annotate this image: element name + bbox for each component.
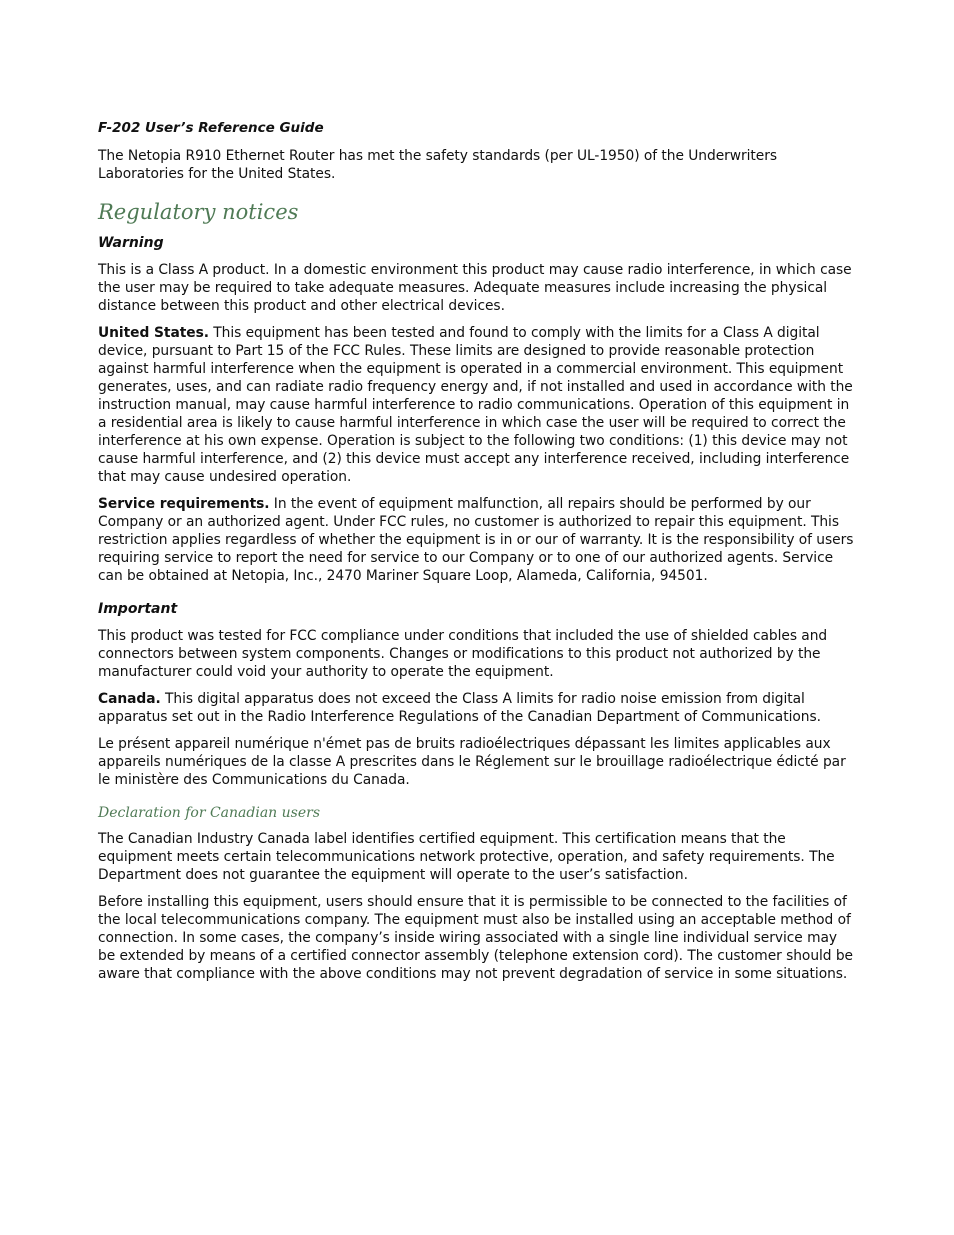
intro-paragraph: The Netopia R910 Ethernet Router has met the safety standards (per UL-1950) of the Underwriters Laboratories for the United States. (98, 148, 777, 182)
canadian-users-paragraph-1: The Canadian Industry Canada label identifies certified equipment. This certification means that the equipment meets certain telecommunications network protective, operation, and safety requirements. The Department does not guarantee the equipment will operate to the user’s satisfaction. (98, 831, 835, 883)
service-requirements-paragraph (98, 495, 858, 585)
subsection-title: Declaration for Canadian users (98, 805, 321, 821)
section-title: Regulatory notices (98, 200, 299, 224)
warning-heading: Warning (98, 235, 164, 251)
document-page (98, 118, 858, 992)
running-header: F-202 User’s Reference Guide (98, 120, 324, 136)
important-paragraph: This product was tested for FCC compliance under conditions that included the use of shielded cables and connectors between system components. Changes or modifications to this product not authorized by the manufacturer could void your authority to operate the equipment. (98, 628, 828, 680)
canada-french-paragraph: Le présent appareil numérique n'émet pas de bruits radioélectriques dépassant les limites applicables aux appareils numériques de la classe A prescrites dans le Réglement sur le brouillage radioélectrique édicté par le ministère des Communications du Canada. (98, 736, 846, 788)
important-heading: Important (98, 601, 178, 617)
canadian-users-paragraph-2: Before installing this equipment, users should ensure that it is permissible to be connected to the facilities of the local telecommunications company. The equipment must also be installed using an acceptable method of connection. In some cases, the company’s inside wiring associated with a single line individual service may be extended by means of a certified connector assembly (telephone extension cord). The customer should be aware that compliance with the above conditions may not prevent degradation of service in some situations. (98, 894, 853, 982)
service-requirements-lead: Service requirements. (98, 496, 270, 512)
warning-paragraph: This is a Class A product. In a domestic environment this product may cause radio interference, in which case the user may be required to take adequate measures. Adequate measures include increasing the physical distance between this product and other electrical devices. (98, 262, 852, 314)
canada-text: This digital apparatus does not exceed the Class A limits for radio noise emission from digital apparatus set out in the Radio Interference Regulations of the Canadian Department of Communications. (98, 691, 821, 725)
canada-paragraph (98, 690, 858, 726)
service-requirements-text: In the event of equipment malfunction, all repairs should be performed by our Company or an authorized agent. Under FCC rules, no customer is authorized to repair this equipment. This restriction applies regardless of whether the equipment is in or our of warranty. It is the responsibility of users requiring service to report the need for service to our Company or to one of our authorized agents. Service can be obtained at Netopia, Inc., 2470 Mariner Square Loop, Alameda, California, 94501. (98, 496, 854, 584)
united-states-text: This equipment has been tested and found to comply with the limits for a Class A digital device, pursuant to Part 15 of the FCC Rules. These limits are designed to provide reasonable protection against harmful interference when the equipment is operated in a commercial environment. This equipment generates, uses, and can radiate radio frequency energy and, if not installed and used in accordance with the instruction manual, may cause harmful interference to radio communications. Operation of this equipment in a residential area is likely to cause harmful interference in which case the user will be required to correct the interference at his own expense. Operation is subject to the following two conditions: (1) this device may not cause harmful interference, and (2) this device must accept any interference received, including interference that may cause undesired operation. (98, 325, 853, 485)
united-states-lead: United States. (98, 325, 209, 341)
united-states-paragraph (98, 324, 858, 486)
canada-lead: Canada. (98, 691, 161, 707)
